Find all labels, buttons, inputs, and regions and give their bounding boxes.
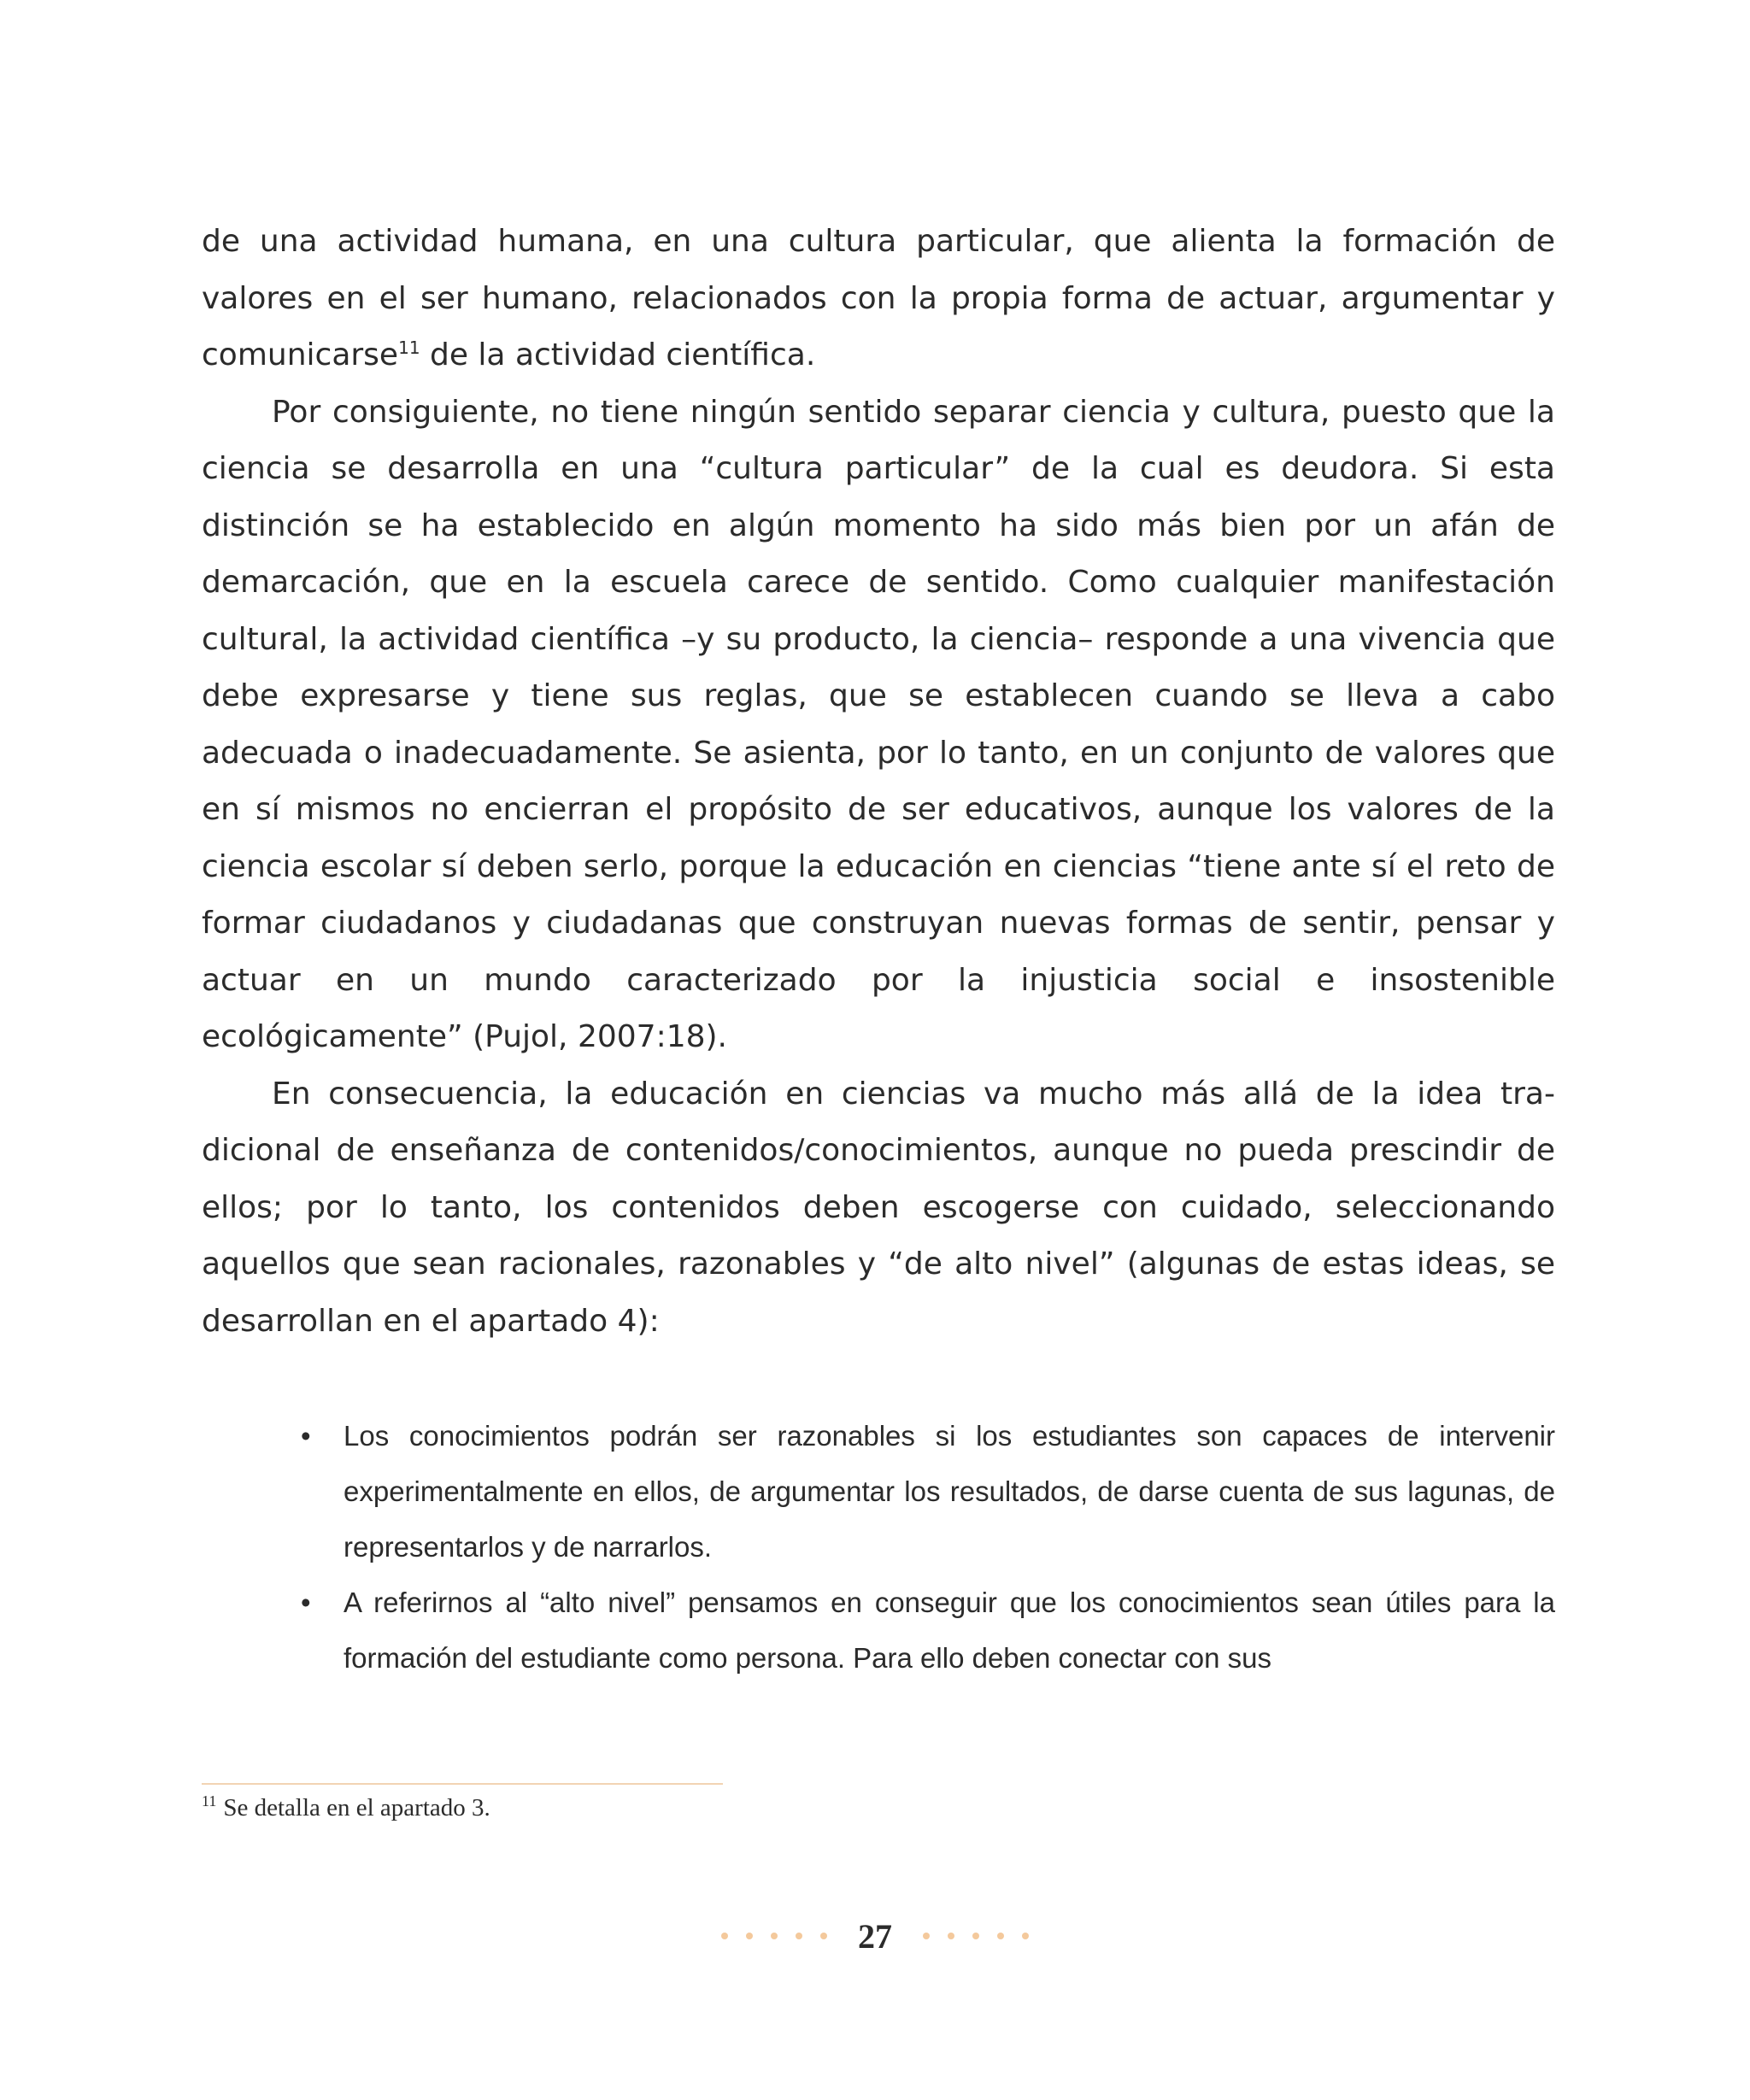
footnote-text: Se detalla en el apartado 3. xyxy=(223,1794,490,1821)
page-number: 27 xyxy=(858,1916,892,1956)
dot-icon xyxy=(796,1933,802,1939)
list-item-text: Los conocimientos podrán ser razonables si los estudiantes son capaces de intervenir experimentalmente en ellos, de argumentar los resultados, de darse cuenta de sus lagunas, de representarlos y de narrarlos. xyxy=(344,1420,1555,1563)
list-item xyxy=(301,1575,1555,1686)
list-item xyxy=(301,1408,1555,1575)
paragraph-1: de una actividad humana, en una cultura particular, que alienta la formación de valores en el ser humano, relacionados con la propia forma de actuar, argumentar y comunicarse$^{11}$ de la actividad científica. xyxy=(202,224,1555,372)
dots-left xyxy=(721,1933,827,1939)
dot-icon xyxy=(948,1933,954,1939)
list-item-text: A referirnos al “alto nivel” pensamos en conseguir que los conocimientos sean útiles para la formación del estudiante como persona. Para ello deben conectar con sus xyxy=(344,1587,1555,1674)
bullet-list xyxy=(301,1408,1555,1686)
dot-icon xyxy=(746,1933,753,1939)
paragraph-3: En consecuencia, la educación en ciencias va mucho más allá de la idea tradicional de enseñanza de contenidos/conocimientos, aunque no pueda prescindir de ellos; por lo tanto, los contenidos deben escogerse con cuidado, seleccionando aquellos que sean racionales, razonables y “de alto nivel” (algunas de estas ideas, se desarrollan en el apartado 4): xyxy=(202,1076,1555,1339)
page-footer xyxy=(0,1910,1750,1962)
dot-icon xyxy=(771,1933,778,1939)
footnote-reference: 11 xyxy=(398,337,420,358)
footnote xyxy=(202,1791,490,1825)
bullet-icon: • xyxy=(301,1420,311,1452)
paragraph-2: Por consiguiente, no tiene ningún sentido separar ciencia y cultura, puesto que la ciencia se desarrolla en una “cultura particular” de la cual es deudora. Si esta distinción se ha establecido en algún momento ha sido más bien por un afán de demarcación, que en la escuela carece de sentido. Como cualquier manifestación cultural, la actividad científica –y su producto, la ciencia– responde a una vivencia que debe expresarse y tiene sus reglas, que se establecen cuando se lleva a cabo adecuada o inadecuadamente. Se asienta, por lo tanto, en un conjunto de valores que en sí mismos no encierran el propósito de ser educativos, aunque los valores de la ciencia escolar sí deben serlo, porque la educación en ciencias “tiene ante sí el reto de formar ciudadanos y ciudadanas que construyan nuevas formas de sentir, pensar y actuar en un mundo caracterizado por la injusticia social e insostenible ecológicamente” (Pujol, 2007:18). xyxy=(202,394,1555,1054)
dot-icon xyxy=(972,1933,979,1939)
dot-icon xyxy=(923,1933,930,1939)
bullet-icon: • xyxy=(301,1587,311,1618)
dot-icon xyxy=(997,1933,1004,1939)
footnote-number: 11 xyxy=(202,1792,217,1810)
dots-right xyxy=(923,1933,1029,1939)
main-text xyxy=(202,214,1555,1350)
dot-icon xyxy=(820,1933,827,1939)
dot-icon xyxy=(1022,1933,1029,1939)
dot-icon xyxy=(721,1933,728,1939)
footnote-divider xyxy=(202,1783,723,1785)
